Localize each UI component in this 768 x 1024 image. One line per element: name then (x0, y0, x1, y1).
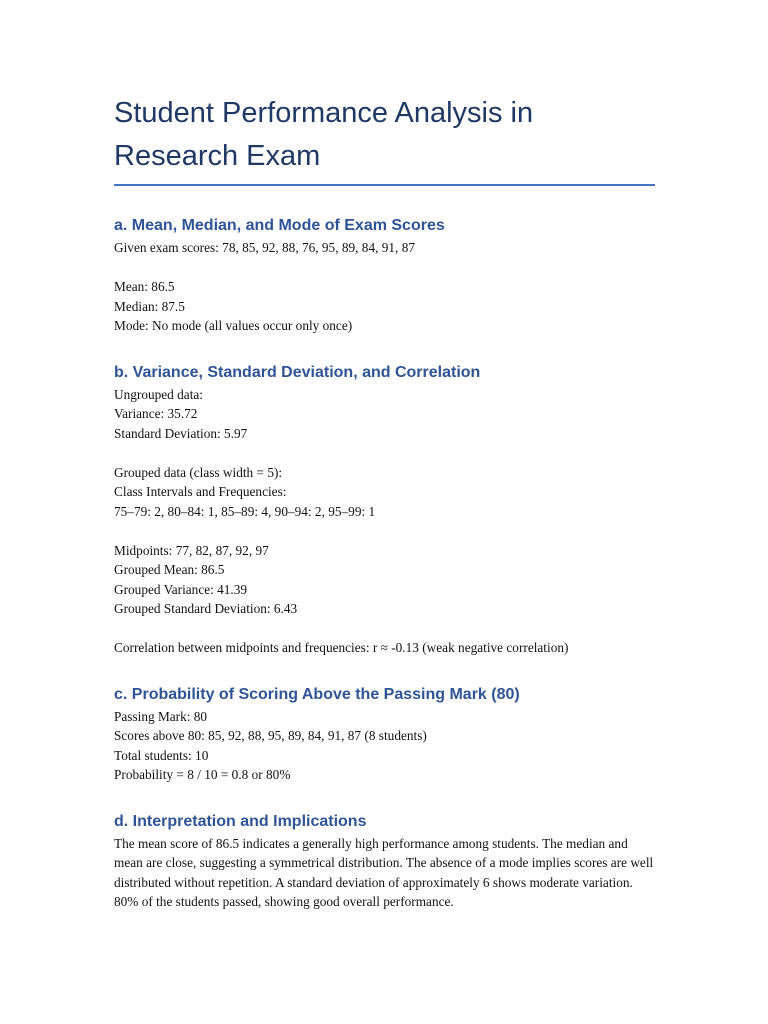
scores-above-80: Scores above 80: 85, 92, 88, 95, 89, 84, 91, 87 (8 students) (114, 728, 427, 743)
median-value: Median: 87.5 (114, 298, 185, 314)
section-heading-d: d. Interpretation and Implications (114, 812, 367, 830)
variance-value: Variance: 35.72 (114, 406, 198, 421)
section-mean-median-mode (114, 215, 655, 336)
class-intervals: 75–79: 2, 80–84: 1, 85–89: 4, 90–94: 2, 95–99: 1 (114, 503, 376, 519)
section-interpretation (114, 811, 655, 912)
document-title: Student Performance Analysis in Research Exam (114, 97, 534, 172)
section-heading-b: b. Variance, Standard Deviation, and Correlation (114, 363, 481, 381)
section-heading-c: c. Probability of Scoring Above the Passing Mark (80) (114, 685, 520, 703)
section-probability (114, 684, 655, 785)
mode-value: Mode: No mode (all values occur only once) (114, 318, 353, 333)
ungrouped-label: Ungrouped data: (114, 386, 203, 402)
title-divider (114, 184, 655, 186)
passing-mark: Passing Mark: 80 (114, 708, 208, 724)
mean-value: Mean: 86.5 (114, 279, 175, 294)
document-page (114, 92, 655, 912)
probability: Probability = 8 / 10 = 0.8 or 80% (114, 767, 291, 782)
grouped-std-dev: Grouped Standard Deviation: 6.43 (114, 601, 298, 616)
interpretation-paragraph: The mean score of 86.5 indicates a generally high performance among students. The median and mean are close, suggesting a symmetrical distribution. The absence of a mode implies scores are well distributed without repetition. A standard deviation of approximately 6 shows moderate variation. 80% of the students passed, showing good overall performance. (114, 835, 654, 909)
grouped-mean: Grouped Mean: 86.5 (114, 562, 225, 577)
total-students: Total students: 10 (114, 747, 209, 763)
std-dev-value: Standard Deviation: 5.97 (114, 425, 248, 441)
grouped-variance: Grouped Variance: 41.39 (114, 581, 248, 597)
grouped-label: Grouped data (class width = 5): (114, 464, 283, 480)
section-heading-a: a. Mean, Median, and Mode of Exam Scores (114, 217, 445, 234)
section-variance-std-correlation (114, 362, 655, 658)
midpoints: Midpoints: 77, 82, 87, 92, 97 (114, 542, 269, 558)
class-intervals-label: Class Intervals and Frequencies: (114, 484, 287, 499)
correlation: Correlation between midpoints and frequencies: r ≈ -0.13 (weak negative correlation) (114, 640, 569, 655)
given-scores: Given exam scores: 78, 85, 92, 88, 76, 95, 89, 84, 91, 87 (114, 240, 415, 255)
